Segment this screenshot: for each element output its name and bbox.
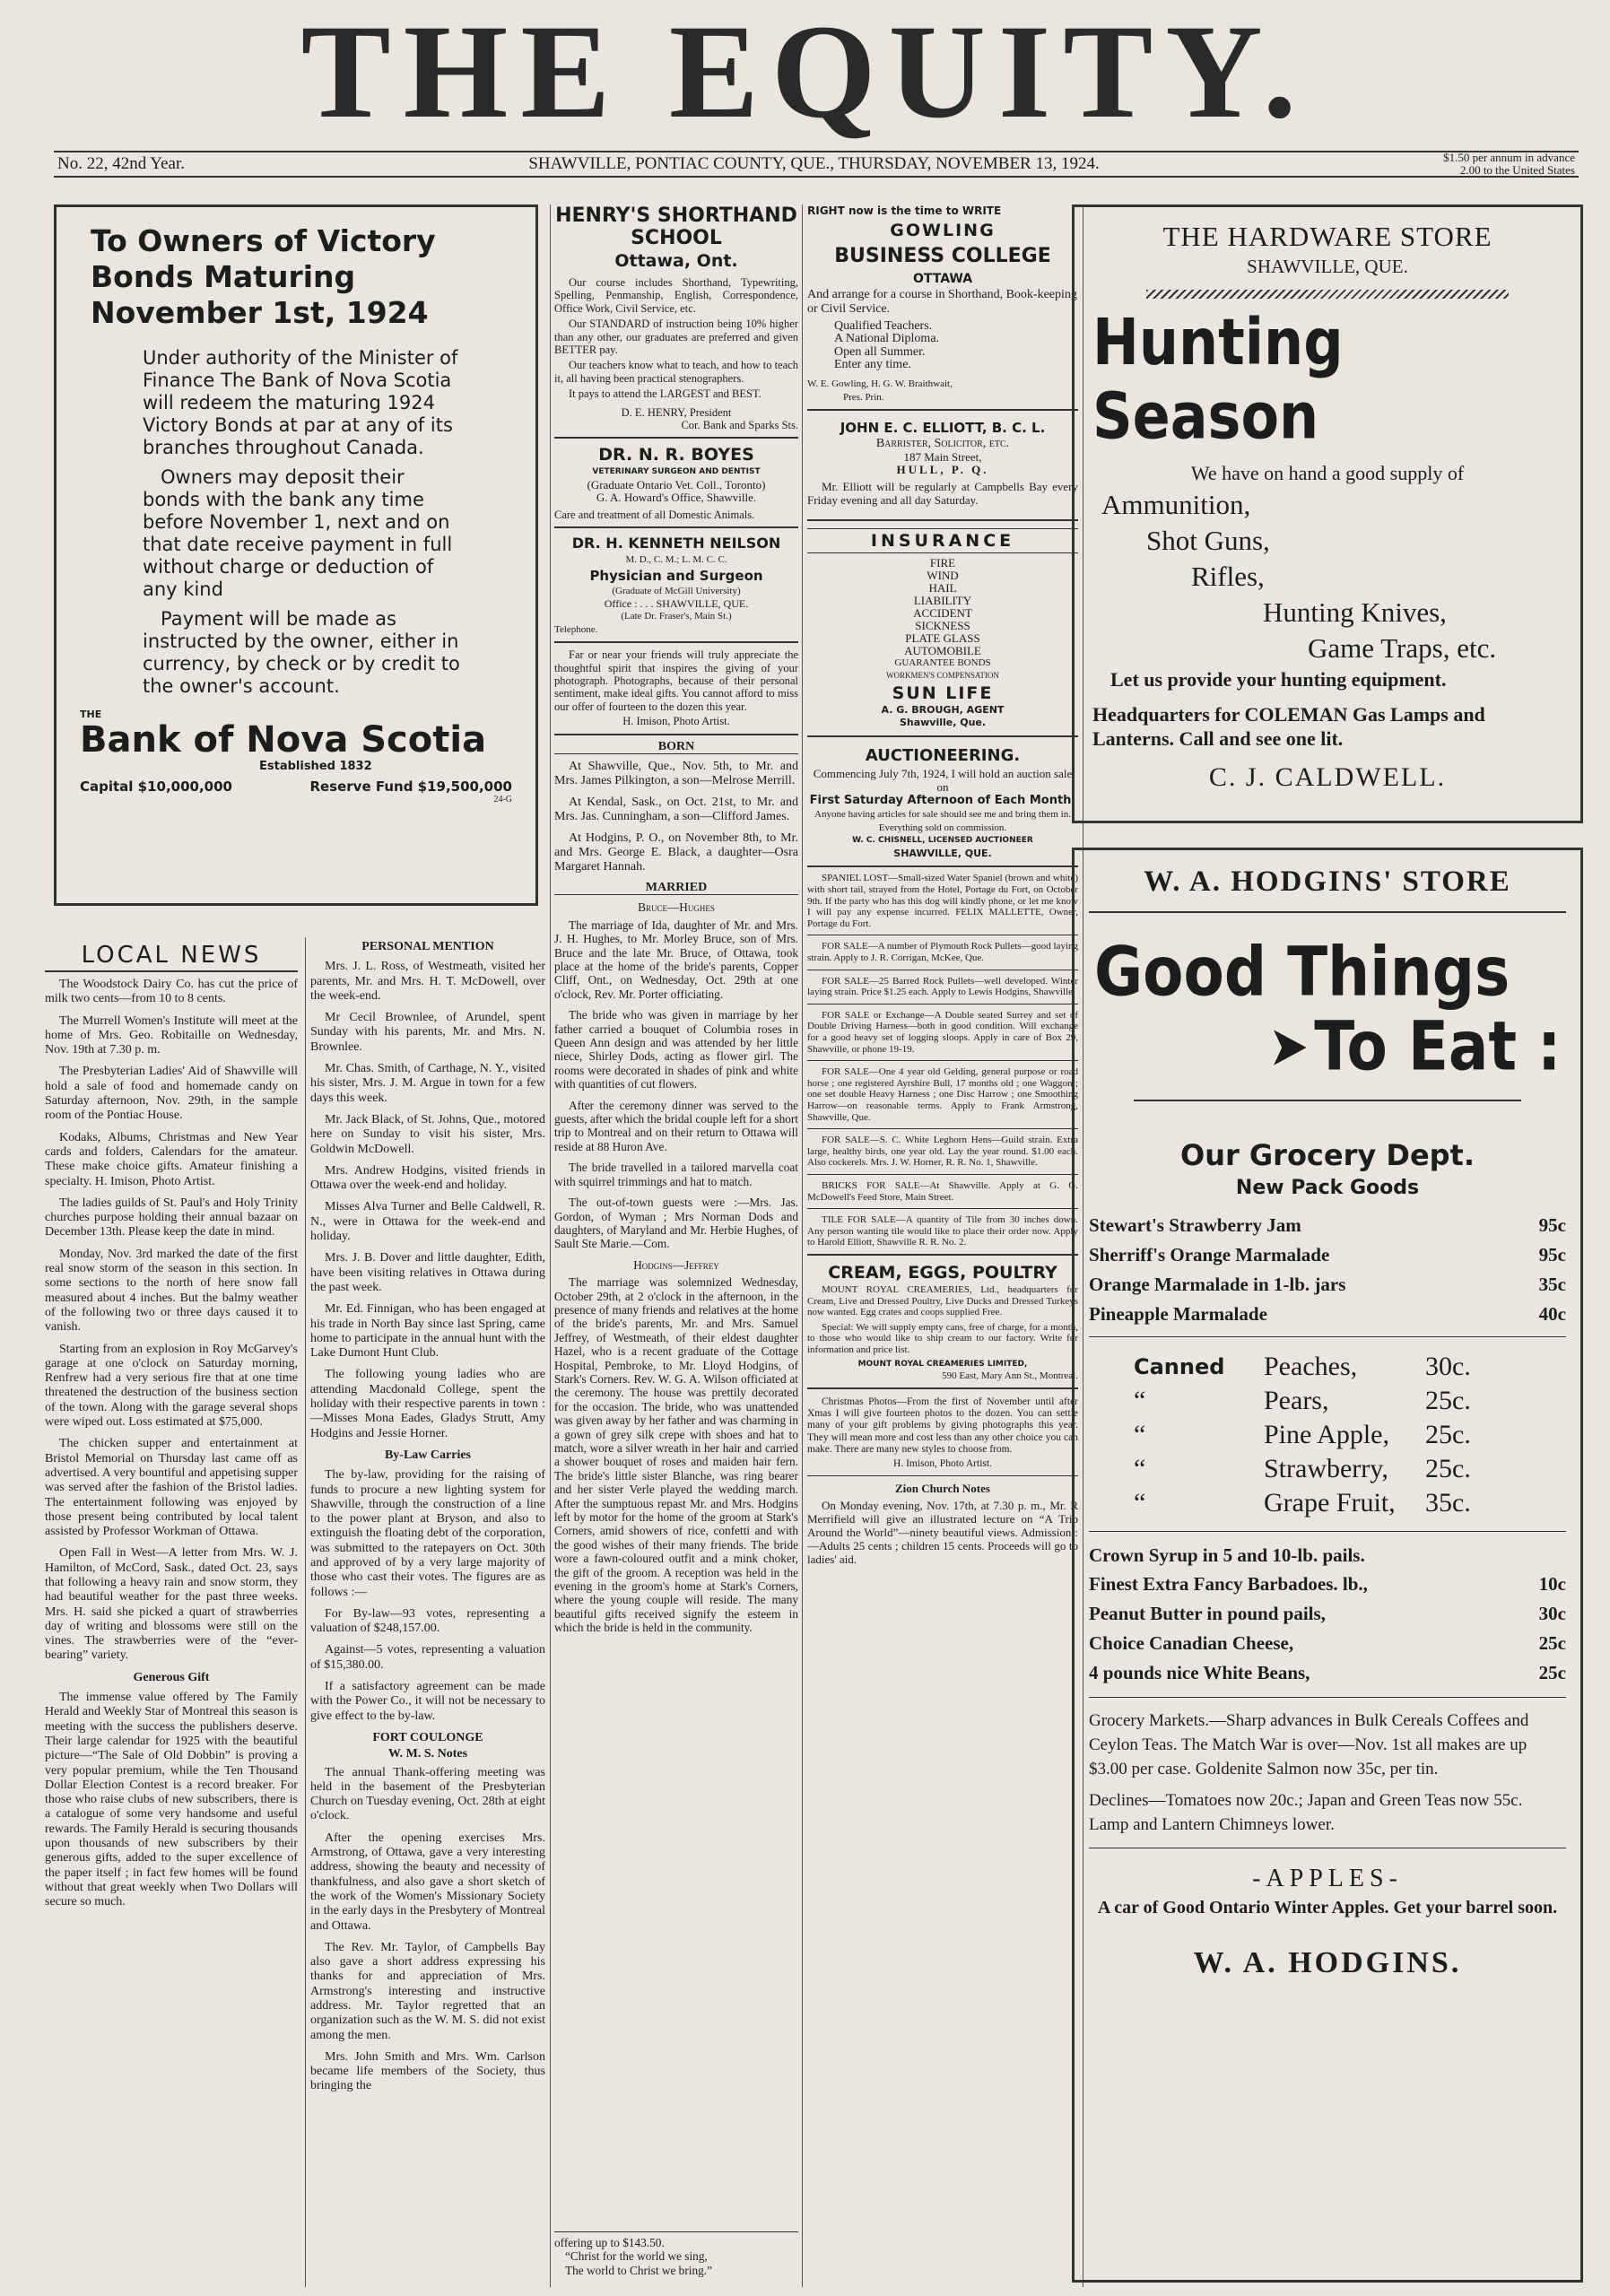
boyes-name: DR. N. R. BOYES	[598, 445, 754, 465]
price-row: Stewart's Strawberry Jam 95c	[1089, 1214, 1566, 1236]
classified-item: FOR SALE—S. C. White Leghorn Hens—Guild strain. Extra large, healthy birds, one year old. Lay the year round. $1.00 each. Also cockerels. Mrs. J. W. Horner, R. R. No. 1, Shawville.	[807, 1135, 1078, 1175]
hardware-store-ad	[1072, 204, 1583, 823]
boyes-card	[554, 444, 798, 528]
boyes-grad: (Graduate Ontario Vet. Coll., Toronto)	[587, 477, 766, 491]
insurance-line: SICKNESS	[915, 619, 970, 633]
hodgins-store-name: W. A. HODGINS' STORE	[1089, 863, 1566, 913]
news-item: Monday, Nov. 3rd marked the date of the first real snow storm of the season in this section. In some sections to the north of here snow fall measured about 4 inches. But the balmy weather of the following two or three days caused it to vanish.	[45, 1247, 298, 1335]
victory-bonds-ad	[54, 204, 538, 906]
imison-sig: H. Imison, Photo Artist.	[622, 715, 730, 728]
bylaw-heading: By-Law Carries	[384, 1448, 472, 1462]
personal-mention-column	[310, 940, 545, 2287]
arrow-icon: ➤	[1268, 1013, 1310, 1079]
place-date: SHAWVILLE, PONTIAC COUNTY, QUE., THURSDAY, NOVEMBER 13, 1924.	[528, 154, 1100, 173]
insurance-agent: A. G. BROUGH, AGENT	[881, 703, 1005, 716]
wms-item: After the opening exercises Mrs. Armstrong, of Ottawa, gave a very interesting address, showing the beauty and necessity of thankfulness, and also gave a short sketch of the work of the Women's Missionary Society in the early days in the Presbytery of Montreal and Ottawa.	[310, 1831, 545, 1933]
married-subhead: Bruce—Hughes	[638, 900, 715, 915]
column-rule	[305, 937, 306, 2287]
married-text: The marriage was solemnized Wednesday, October 29th, at 2 o'clock in the afternoon, in the presence of many friends and relatives at the home of the bride's parents, Mr. and Mrs. Samuel Jeffrey, of Westmeath, of their eldest daughter Hazel, who is a recent graduate of the Cottage Hospital, Pembroke, to Mr. Lloyd Hodgins, of Stark's Corners. Rev. W. G. A. Wilson officiated at the ceremony. The house was prettily decorated for the occasion. The bride, who was unattended was given away by her father and was charming in a gown of grey silk crepe with shoes and hat to match, wore a silver wreath in her hair and carried a shower bouquet of roses and maiden hair fern. The bride's little sister Blanche, was ring bearer and her sister Verle played the wedding march. After the sumptuous repast Mr. and Mrs. Hodgins left by motor for the home of the groom at Stark's Corners, amid showers of rice, confetti and with the good wishes of their many friends. The bride wore a fawn-coloured outfit and a mink choker, the gift of the groom. A reception was held in the evening in the groom's home at Stark's Corners, where the young couple will reside. The many beautiful gifts received signify the esteem in which the bride is held in the community.	[554, 1275, 798, 1635]
hardware-item: Shot Guns,	[1146, 525, 1270, 556]
henrys-text: Our STANDARD of instruction being 10% higher than any other, our graduates are preferred and given BETTER pay.	[554, 317, 798, 357]
henrys-ad	[554, 204, 798, 439]
classifieds	[807, 873, 1078, 1255]
new-pack-list	[1089, 1211, 1566, 1329]
christmas-sig: H. Imison, Photo Artist.	[893, 1457, 992, 1469]
zigzag-divider	[1146, 290, 1509, 299]
bank-established: Established 1832	[259, 760, 372, 773]
born-heading: BORN	[554, 741, 798, 754]
personal-item: The following young ladies who are attending Macdonald College, spent the holiday with their respective parents in town :—Misses Mona Eades, Gladys Strutt, Amy Hodgins and Jessie Horner.	[310, 1368, 545, 1440]
gowling-feature: Open all Summer.	[834, 344, 926, 359]
personal-item: Mrs. J. L. Ross, of Westmeath, visited her parents, Mr. and Mrs. H. T. McDowell, over the week-end.	[310, 960, 545, 1003]
born-item: At Kendal, Sask., on Oct. 21st, to Mr. and Mrs. Jas. Cunningham, a son—Clifford James.	[554, 795, 798, 823]
price-row: Finest Extra Fancy Barbadoes. lb., 10c	[1089, 1573, 1566, 1595]
hardware-city: SHAWVILLE, QUE.	[1247, 256, 1408, 277]
married-text: The bride travelled in a tailored marvella coat with squirrel trimmings and hat to match.	[554, 1161, 798, 1188]
classified-item: FOR SALE or Exchange—A Double seated Surrey and set of Double Driving Harness—both in good condition. Will exchange for a good heavy set of logging sloops. Apply in care of Box 29, Shawville, or phone 19-19.	[807, 1010, 1078, 1061]
dateline	[54, 151, 1579, 178]
hardware-item: Game Traps, etc.	[1308, 632, 1497, 664]
column-rule	[802, 204, 803, 2287]
divider	[1134, 1100, 1521, 1101]
married-subhead: Hodgins—Jeffrey	[633, 1257, 719, 1272]
news-item: The Presbyterian Ladies' Aid of Shawville will hold a sale of food and homemade candy on Saturday afternoon, Nov. 29th, in the sample room of the Pontiac House.	[45, 1065, 298, 1123]
elliott-addr: 187 Main Street,	[903, 449, 982, 464]
bylaw-item: For By-law—93 votes, representing a valuation of $248,157.00.	[310, 1606, 545, 1636]
newspaper-title: THE EQUITY.	[300, 0, 1310, 144]
bylaw-item: Against—5 votes, representing a valuation of $15,380.00.	[310, 1643, 545, 1672]
married-section	[554, 900, 798, 1634]
insurance-ad	[807, 528, 1078, 737]
price-row: Choice Canadian Cheese, 25c	[1089, 1632, 1566, 1654]
born-list	[554, 760, 798, 874]
personal-item: Mrs. J. B. Dover and little daughter, Edith, have been visiting relatives in Ottawa during the past week.	[310, 1251, 545, 1294]
canned-list	[1089, 1350, 1566, 1520]
auction-ad	[807, 744, 1078, 868]
insurance-heading: INSURANCE	[807, 528, 1078, 553]
neilson-card	[554, 534, 798, 643]
neilson-late: (Late Dr. Fraser's, Main St.)	[621, 611, 732, 622]
news-item: The chicken supper and entertainment at Bristol Memorial on Thursday last came off as advertised. A very bountiful and appetising supper was served after the fashion of the Bristol ladies. The entertainment following was enjoyed by those present being contributed by local talent assisted by Professor Workman of Ottawa.	[45, 1437, 298, 1539]
auction-heading: AUCTIONEERING.	[865, 745, 1021, 765]
neilson-office: Office : . . . SHAWVILLE, QUE.	[604, 596, 749, 610]
insurance-line: WIND	[927, 569, 959, 583]
gowling-top: RIGHT now is the time to WRITE	[807, 204, 1002, 217]
cream-ad	[807, 1261, 1078, 1389]
neilson-grad: (Graduate of McGill University)	[612, 585, 741, 596]
wms-item: Mrs. John Smith and Mrs. Wm. Carlson became life members of the Society, thus bringing the	[310, 2049, 545, 2093]
married-text: After the ceremony dinner was served to the guests, after which the bridal couple left for a short trip to Montreal and on their return to Ottawa will reside at 88 Huron Ave.	[554, 1098, 798, 1153]
bank-the: THE	[80, 709, 102, 720]
classified-item: BRICKS FOR SALE—At Shawville. Apply at G. G. McDowell's Feed Store, Main Street.	[807, 1180, 1078, 1209]
hardware-provide: Let us provide your hunting equipment.	[1110, 668, 1447, 691]
canned-row: “ Strawberry, 25c.	[1134, 1454, 1471, 1483]
declines: Declines—Tomatoes now 20c.; Japan and Green Teas now 55c. Lamp and Lantern Chimneys lower.	[1089, 1791, 1523, 1834]
auction-sig: SHAWVILLE, QUE.	[893, 847, 992, 859]
bank-name: Bank of Nova Scotia	[80, 719, 487, 761]
gowling-ad	[807, 204, 1078, 411]
hodgins-sig: W. A. HODGINS.	[1193, 1946, 1462, 1979]
news-item: The Woodstock Dairy Co. has cut the price of milk two cents—from 10 to 8 cents.	[45, 978, 298, 1006]
news-item: Starting from an explosion in Roy McGarvey's garage at one o'clock on Saturday morning, Renfrew had a very serious fire that at one time threatened the destruction of the business section of the town. Along with the garage several shops were wiped out. Loss estimated at $75,000.	[45, 1342, 298, 1430]
generous-gift-heading: Generous Gift	[133, 1670, 210, 1684]
hardware-intro: We have on hand a good supply of	[1190, 462, 1465, 484]
boyes-office: G. A. Howard's Office, Shawville.	[596, 491, 757, 505]
born-item: At Hodgins, P. O., on November 8th, to Mr. and Mrs. George E. Black, a daughter—Osra Margaret Hannah.	[554, 831, 798, 874]
auction-when: First Saturday Afternoon of Each Month.	[809, 794, 1076, 808]
christmas-text: Christmas Photos—From the first of November until after Xmas I will give fourteen photos to the dozen. You can settle many of your gift problems by giving photographs this year. They will mean more and cost less than any other choice you can make. There are many new styles to choose from.	[807, 1396, 1078, 1456]
cream-heading: CREAM, EGGS, POULTRY	[828, 1262, 1057, 1283]
born-item: At Shawville, Que., Nov. 5th, to Mr. and Mrs. James Pilkington, a son—Melrose Merrill.	[554, 759, 798, 787]
cream-sig: MOUNT ROYAL CREAMERIES LIMITED,	[857, 1360, 1028, 1370]
gowling-sig: W. E. Gowling, H. G. W. Braithwait,	[807, 378, 953, 389]
hardware-store-name: THE HARDWARE STORE	[1162, 221, 1493, 252]
elliott-city: HULL, P. Q.	[896, 463, 989, 477]
insurance-comp: WORKMEN'S COMPENSATION	[886, 671, 999, 681]
column-three-footer	[554, 2231, 798, 2285]
classified-item: FOR SALE—A number of Plymouth Rock Pullets—good laying strain. Apply to J. R. Corrigan, McKee, Que.	[807, 941, 1078, 970]
cream-sig: 590 East, Mary Ann St., Montreal.	[942, 1370, 1078, 1382]
gowling-city: OTTAWA	[912, 271, 973, 286]
hunting-season-title: Hunting Season	[1092, 304, 1344, 454]
henrys-city: Ottawa, Ont.	[614, 251, 738, 271]
local-news-column	[45, 940, 298, 2287]
gowling-sig: Pres. Prin.	[843, 391, 884, 403]
classified-item: SPANIEL LOST—Small-sized Water Spaniel (brown and white) with short tail, strayed from the Hotel, Portage du Fort, on October 9th. If the party who has this dog will kindly phone, or let me know I will pay any expense incurred. FELIX MALLETTE, Owner, Portage du Fort.	[807, 873, 1078, 935]
classified-item: TILE FOR SALE—A quantity of Tile from 30 inches down. Any person wanting tile would like to place their order now. Apply to Harold Elliott, Shawville R. R. No. 2.	[807, 1214, 1078, 1256]
hardware-sig: C. J. CALDWELL.	[1208, 762, 1447, 792]
neilson-role: Physician and Surgeon	[589, 567, 763, 584]
generous-gift-text: The immense value offered by The Family Herald and Weekly Star of Montreal this season is meeting with the success the publishers deserve. Their large calendar for 1925 with the beautiful picture—“The Sale of Old Dobbin” is proving a very popular premium, while the Ten Thousand Dollar Election Contest is a record breaker. For those who raise clubs of new subscribers, there is a catalogue of some very handsome and useful rewards. The Family Herald is securing thousands upon thousands of new subscribers by their generous gifts, added to the super excellence of the paper itself ; in fact few homes will be found without that great weekly when Two Dollars will secure so much.	[45, 1691, 298, 1909]
married-heading: MARRIED	[554, 882, 798, 895]
ad-code: 24-G	[493, 795, 512, 804]
extras-list	[1089, 1570, 1566, 1688]
apples-heading: -APPLES-	[1252, 1865, 1403, 1892]
henrys-text: Our teachers know what to teach, and how to teach it, all having been practical stenographers.	[554, 359, 798, 385]
motto-line: “Christ for the world we sing,	[565, 2249, 708, 2264]
column-four	[807, 204, 1078, 2287]
to-eat-row	[1089, 1003, 1566, 1091]
insurance-line: GUARANTEE BONDS	[894, 657, 991, 669]
masthead	[0, 0, 1610, 144]
canned-row: Canned Peaches, 30c.	[1134, 1352, 1471, 1381]
price-row: Sherriff's Orange Marmalade 95c	[1089, 1244, 1566, 1265]
auction-text: Everything sold on commission.	[878, 822, 1007, 833]
henrys-text: Our course includes Shorthand, Typewriting, Spelling, Penmanship, English, Correspondence, Office Work, Civil Service, etc.	[554, 276, 798, 315]
henrys-sig: Cor. Bank and Sparks Sts.	[681, 419, 798, 432]
price-row: Orange Marmalade in 1-lb. jars 35c	[1089, 1274, 1566, 1295]
price-row: Pineapple Marmalade 40c	[1089, 1303, 1566, 1325]
personal-mention-heading: PERSONAL MENTION	[361, 940, 494, 953]
bank-capital-row: Capital $10,000,000 Reserve Fund $19,500,000	[80, 778, 512, 795]
classified-item: FOR SALE—25 Barred Rock Pullets—well developed. Winter laying strain. Price $1.25 each. Apply to Lewis Hodgins, Shawville.	[807, 976, 1078, 1004]
personal-item: Mrs. Andrew Hodgins, visited friends in Ottawa over the week-end and holiday.	[310, 1163, 545, 1193]
grocery-dept-heading: Our Grocery Dept.	[1179, 1138, 1475, 1172]
column-three	[554, 204, 798, 2287]
auction-text: Commencing July 7th, 1924, I will hold an auction sale on	[813, 766, 1073, 794]
divider	[1089, 1336, 1566, 1337]
news-item: The Murrell Women's Institute will meet at the home of Mrs. Geo. Robitaille on Wednesday, Nov. 19th at 7.30 p. m.	[45, 1013, 298, 1057]
subscription-rates: $1.50 per annum in advance 2.00 to the United States	[1443, 151, 1575, 177]
apples-text: A car of Good Ontario Winter Apples. Get your barrel soon.	[1097, 1898, 1558, 1918]
zion-notes	[807, 1482, 1078, 1566]
elliott-text: Mr. Elliott will be regularly at Campbells Bay every Friday evening and all day Saturday.	[807, 479, 1078, 507]
insurance-city: Shawville, Que.	[899, 717, 987, 729]
henrys-title: HENRY'S SHORTHAND SCHOOL	[555, 204, 797, 249]
gowling-title: BUSINESS COLLEGE	[834, 244, 1051, 267]
grocery-markets: Grocery Markets.—Sharp advances in Bulk Cereals Coffees and Ceylon Teas. The Match War is over—Nov. 1st all makes are up $3.00 per case. Goldenite Salmon now 35c, per tin.	[1089, 1711, 1529, 1779]
zion-text: On Monday evening, Nov. 17th, at 7.30 p. m., Mr. R Merrifield will give an illustrated lecture on “A Trip Around the World”—ninety beautiful views. Admission :—Adults 25 cents ; children 15 cents. Proceeds will go to ladies' aid.	[807, 1499, 1078, 1567]
hodgins-store-ad	[1072, 848, 1583, 2283]
elliott-card	[807, 418, 1078, 521]
married-text: The out-of-town guests were :—Mrs. Jas. Gordon, of Wyman ; Mrs Norman Dods and daughters, of Maryland and Mr. Herbie Hughes, of Sault Ste Marie.—Com.	[554, 1196, 798, 1251]
christmas-photos	[807, 1396, 1078, 1476]
bylaw-item: If a satisfactory agreement can be made with the Power Co., it will not be necessary to give effect to the by-law.	[310, 1680, 545, 1723]
wms-heading: W. M. S. Notes	[387, 1747, 468, 1761]
hardware-item: Hunting Knives,	[1263, 596, 1447, 628]
imison-ad	[554, 648, 798, 735]
divider	[1089, 1697, 1566, 1698]
insurance-line: ACCIDENT	[913, 606, 972, 621]
hardware-item: Ammunition,	[1101, 489, 1251, 520]
insurance-line: PLATE GLASS	[905, 631, 980, 646]
hardware-item: Rifles,	[1191, 561, 1265, 592]
offering-line: offering up to $143.50.	[554, 2236, 665, 2249]
bonds-text: Under authority of the Minister of Finance The Bank of Nova Scotia will redeem the maturing 1924 Victory Bonds at par at any of its branches throughout Canada. Owners may deposit their bonds with the bank any time before November 1, next and on that date receive payment in full without charge or deduction of any kind Payment will be made as instructed by the owner, either in currency, by check or by credit to the owner's account.	[143, 347, 460, 697]
insurance-line: AUTOMOBILE	[904, 644, 981, 658]
bonds-title: To Owners of Victory Bonds Maturing November 1st, 1924	[91, 223, 436, 330]
issue-number: No. 22, 42nd Year.	[57, 154, 185, 173]
news-item: Kodaks, Albums, Christmas and New Year cards and folders, Calendars for the amateur. These make choice gifts. Amateur finishing a specialty. H. Imison, Photo Artist.	[45, 1130, 298, 1188]
elliott-role: Barrister, Solicitor, etc.	[875, 437, 1010, 451]
syrup-line: Crown Syrup in 5 and 10-lb. pails.	[1089, 1544, 1365, 1566]
insurance-line: LIABILITY	[913, 594, 972, 608]
bylaw-item: The by-law, providing for the raising of funds to procure a new lighting system for Shawville, through the construction of a line to the power plant at Bryson, and also to extinguish the floating debt of the corporation, was submitted to the ratepayers on Oct. 30th and approved of by a very large majority of those who cast their votes. The figures are as follows :—	[310, 1468, 545, 1599]
personal-item: Mr. Chas. Smith, of Carthage, N. Y., visited his sister, Mrs. J. M. Argue in town for a few days this week.	[310, 1062, 545, 1105]
married-text: The bride who was given in marriage by her father carried a bouquet of Columbia roses in Queen Ann design and was attended by her little niece, Shirley Dods, acting as flower girl. The rooms were decorated in shades of pink and white with quantities of cut flowers.	[554, 1008, 798, 1091]
column-rule	[550, 204, 551, 2287]
to-eat-title: To Eat :	[1314, 1006, 1562, 1086]
neilson-degree: M. D., C. M.; L. M. C. C.	[625, 554, 727, 566]
boyes-role: VETERINARY SURGEON AND DENTIST	[592, 467, 761, 477]
classified-item: FOR SALE—One 4 year old Gelding, general purpose or road horse ; one registered Ayrshire Bull, 17 months old ; one Waggon ; one set double Heavy Harness ; one Disc Harrow ; one Smoothing Harrow—on reasonable terms. Apply to Frank Armstrong, Shawville, Que.	[807, 1066, 1078, 1129]
gowling-name: GOWLING	[890, 220, 996, 240]
elliott-name: JOHN E. C. ELLIOTT, B. C. L.	[840, 420, 1046, 437]
gowling-feature: Qualified Teachers.	[834, 318, 933, 333]
insurance-line: HAIL	[928, 581, 957, 596]
new-pack-heading: New Pack Goods	[1235, 1177, 1420, 1199]
local-news-heading: LOCAL NEWS	[45, 940, 298, 972]
personal-item: Mr Cecil Brownlee, of Arundel, spent Sunday with his parents, Mr. and Mrs. N. Brownlee.	[310, 1011, 545, 1054]
insurance-line: FIRE	[929, 556, 956, 570]
wms-item: The Rev. Mr. Taylor, of Campbells Bay also gave a short address expressing his thanks for and appreciation of Mrs. Armstrong's interesting and instructive address. Mr. Taylor regretted that an organization such as the W. M. S. did not exist among the men.	[310, 1940, 545, 2042]
news-item: Open Fall in West—A letter from Mrs. W. J. Hamilton, of McCord, Sask., dated Oct. 23, says that following a heavy rain and snow storm, they had beautiful weather for the past three weeks. Mrs. H. said she picked a quart of strawberries day of writing and blossoms were still on the vines. The strawberries were of the “ever-bearing” variety.	[45, 1546, 298, 1663]
gowling-feature: A National Diploma.	[834, 332, 940, 346]
personal-item: Mr. Jack Black, of St. Johns, Que., motored here on Sunday to visit his sister, Mrs. Goldwin McDowell.	[310, 1112, 545, 1156]
motto-line: The world to Christ we bring.”	[565, 2263, 712, 2277]
hardware-hq: Headquarters for COLEMAN Gas Lamps and Lanterns. Call and see one lit.	[1092, 703, 1485, 750]
cream-text: Special: We will supply empty cans, free of charge, for a month, to those who would like to ship cream to our factory. Write for information and price list.	[807, 1321, 1078, 1355]
henrys-sig: D. E. HENRY, President	[621, 405, 732, 419]
wms-item: The annual Thank-offering meeting was held in the basement of the Presbyterian Church on Tuesday evening, Oct. 28th at eight o'clock.	[310, 1765, 545, 1823]
divider	[1089, 1531, 1566, 1532]
neilson-tel: Telephone.	[554, 623, 598, 635]
gowling-text: And arrange for a course in Shorthand, Book-keeping or Civil Service.	[807, 287, 1077, 316]
zion-heading: Zion Church Notes	[895, 1482, 990, 1496]
married-text: The marriage of Ida, daughter of Mr. and Mrs. J. H. Hughes, to Mr. Morley Bruce, son of Mrs. Bruce and the late Mr. Bruce, of Ottawa, took place at the home of the bride's parents, Copper Cliff, Ont., on Wednesday, Oct. 29th at one o'clock, Rev. Mr. Porter officiating.	[554, 918, 798, 1001]
cream-text: MOUNT ROYAL CREAMERIES, Ltd., headquarters for Cream, Live and Dressed Poultry, Live Ducks and Dressed Turkeys now wanted. Egg crates and coops supplied Free.	[807, 1283, 1078, 1318]
fort-coulonge-heading: FORT COULONGE	[372, 1730, 483, 1744]
canned-row: “ Pears, 25c.	[1134, 1386, 1471, 1415]
insurance-brand: SUN LIFE	[892, 683, 994, 703]
neilson-name: DR. H. KENNETH NEILSON	[571, 535, 781, 552]
canned-row: “ Pine Apple, 25c.	[1134, 1420, 1471, 1449]
good-things-title: Good Things	[1094, 932, 1510, 1012]
imison-text: Far or near your friends will truly appreciate the thoughtful spirit that inspires the giving of your photograph. Photographs, because of their personal sentiment, make ideal gifts. You cannot afford to miss our offer of fourteen to the dozen this year.	[554, 648, 798, 713]
canned-row: “ Grape Fruit, 35c.	[1134, 1488, 1471, 1518]
gowling-feature: Enter any time.	[834, 358, 911, 372]
boyes-care: Care and treatment of all Domestic Animals.	[554, 508, 755, 521]
personal-item: Mr. Ed. Finnigan, who has been engaged at his trade in North Bay since last Spring, came home to participate in the annual hunt with the Lake Dumont Hunt Club.	[310, 1302, 545, 1361]
henrys-text: It pays to attend the LARGEST and BEST.	[569, 387, 761, 401]
auction-sig: W. C. CHISNELL, LICENSED AUCTIONEER	[852, 836, 1033, 846]
news-item: The ladies guilds of St. Paul's and Holy Trinity churches purpose holding their annual bazaar on December 13th. Please keep the date in mind.	[45, 1196, 298, 1239]
price-row: Peanut Butter in pound pails, 30c	[1089, 1603, 1566, 1624]
price-row: 4 pounds nice White Beans, 25c	[1089, 1662, 1566, 1683]
personal-item: Misses Alva Turner and Belle Caldwell, R. N., were in Ottawa for the week-end and holiday.	[310, 1200, 545, 1244]
auction-text: Anyone having articles for sale should see me and bring them in.	[814, 809, 1071, 821]
